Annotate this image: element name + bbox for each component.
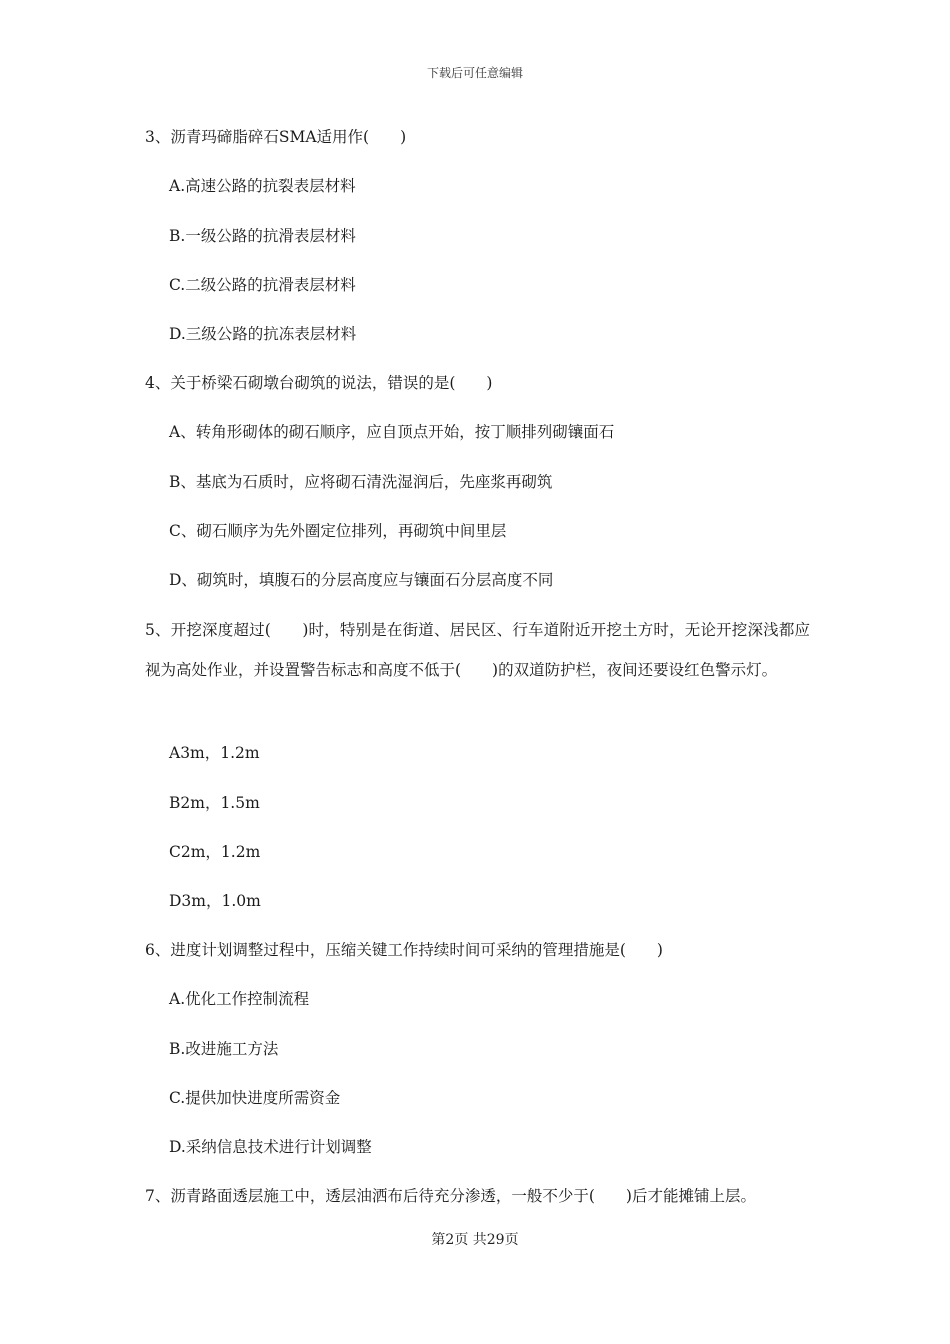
question-3-stem: 3、沥青玛碲脂碎石SMA适用作( ) [145,128,407,146]
question-3-option-b: B.一级公路的抗滑表层材料 [169,227,356,245]
question-6-option-c: C.提供加快进度所需资金 [169,1089,341,1107]
question-5-option-b: B2m，1.5m [169,794,260,812]
question-6-option-d: D.采纳信息技术进行计划调整 [169,1138,372,1156]
question-3-option-d: D.三级公路的抗冻表层材料 [169,325,357,343]
question-6-option-b: B.改进施工方法 [169,1040,279,1058]
question-4-stem: 4、关于桥梁石砌墩台砌筑的说法，错误的是( ) [145,374,493,392]
question-4-option-b: B、基底为石质时，应将砌石清洗湿润后，先座浆再砌筑 [169,473,553,491]
question-4-option-c: C、砌石顺序为先外圈定位排列，再砌筑中间里层 [169,522,507,540]
question-7-stem: 7、沥青路面透层施工中，透层油洒布后待充分渗透，一般不少于( )后才能摊铺上层。 [145,1187,756,1205]
question-5-option-d: D3m，1.0m [169,892,261,910]
question-5-option-c: C2m，1.2m [169,843,261,861]
question-6-stem: 6、进度计划调整过程中，压缩关键工作持续时间可采纳的管理措施是( ) [145,941,663,959]
question-5-stem: 5、开挖深度超过( )时，特别是在街道、居民区、行车道附近开挖土方时，无论开挖深浅都应视为高处作业，并设置警告标志和高度不低于( )的双道防护栏，夜间还要设红色警示灯。 [145,621,810,679]
page-header: 下载后可任意编辑 [426,66,523,80]
question-4-option-a: A、转角形砌体的砌石顺序，应自顶点开始，按丁顺排列砌镶面石 [169,423,615,441]
question-6-option-a: A.优化工作控制流程 [169,990,310,1008]
question-3-option-c: C.二级公路的抗滑表层材料 [169,276,356,294]
page-number-footer: 第2页 共29页 [431,1232,519,1248]
question-4-option-d: D、砌筑时，填腹石的分层高度应与镶面石分层高度不同 [169,571,554,589]
question-3-option-a: A.高速公路的抗裂表层材料 [169,177,356,195]
question-5-option-a: A3m，1.2m [169,744,260,762]
